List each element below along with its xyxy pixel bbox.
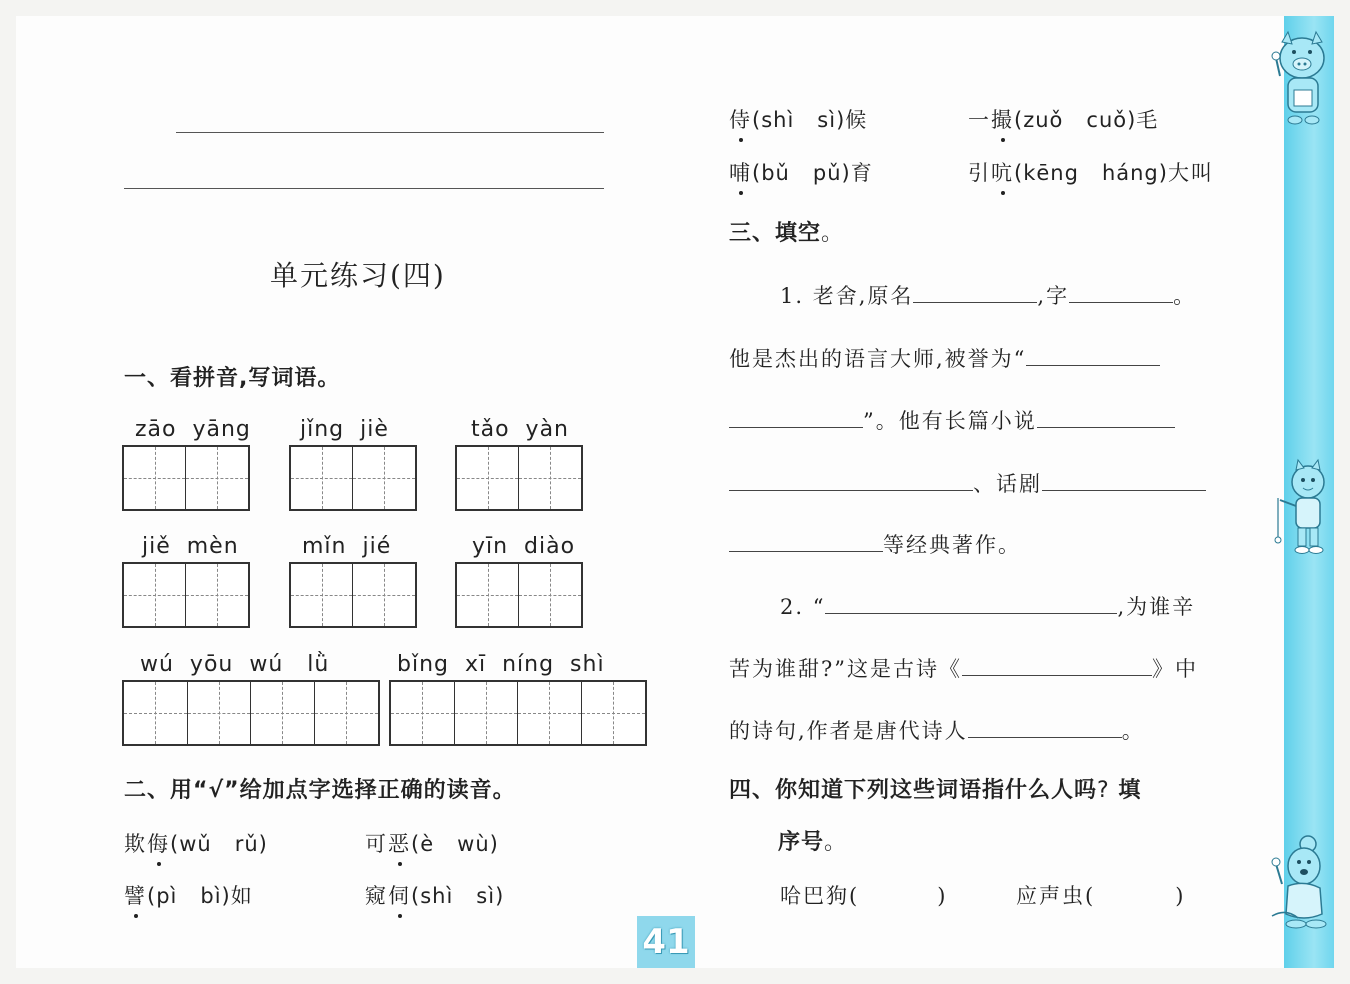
dotted-character: 撮 [991, 104, 1014, 134]
pinyin-label: wú yōu wú lǜ [140, 652, 330, 677]
answer-blank[interactable] [1069, 282, 1173, 303]
dotted-character: 譬 [124, 880, 147, 910]
writing-grid[interactable] [389, 680, 647, 746]
writing-grid[interactable] [122, 680, 380, 746]
header-blank-line-1 [176, 132, 604, 133]
writing-grid[interactable] [455, 445, 583, 511]
fill-line: 、话剧 [729, 468, 1206, 498]
answer-blank[interactable] [729, 407, 863, 428]
pinyin-label: yīn diào [472, 534, 576, 559]
section4-heading-cont: 序号。 [778, 830, 848, 855]
fill-line: 的诗句,作者是唐代诗人 。 [729, 719, 1145, 743]
dotted-character: 哺 [729, 157, 752, 187]
writing-grid[interactable] [122, 445, 250, 511]
page-title: 单元练习(四) [270, 259, 446, 292]
reading-choice-item[interactable]: 可恶(è wù) [365, 828, 499, 858]
pinyin-label: bǐng xī níng shì [397, 652, 605, 677]
dotted-character: 恶 [388, 828, 411, 858]
reading-choice-item[interactable]: 侍(shì sì)候 [729, 104, 868, 134]
reading-choice-item[interactable]: 引吭(kēng háng)大叫 [968, 157, 1214, 187]
pinyin-label: mǐn jié [302, 534, 392, 559]
writing-grid[interactable] [122, 562, 250, 628]
cat-mascot-icon [1272, 458, 1338, 558]
answer-blank[interactable] [1026, 345, 1160, 366]
pig-mascot-icon [1268, 28, 1338, 132]
fill-line: 2. “ ,为谁辛 [780, 595, 1196, 619]
section3-heading: 三、填空。 [729, 221, 845, 246]
fill-line: 等经典著作。 [729, 529, 1021, 559]
page-number: 41 [637, 916, 695, 968]
reading-choice-item[interactable]: 譬(pì bì)如 [124, 880, 254, 910]
answer-blank[interactable] [1042, 470, 1206, 491]
section4-heading: 四、你知道下列这些词语指什么人吗? 填 [729, 778, 1142, 803]
term-item: 哈巴狗( ) [780, 884, 948, 908]
answer-blank[interactable] [825, 593, 1117, 614]
dotted-character: 侍 [729, 104, 752, 134]
reading-choice-item[interactable]: 欺侮(wǔ rǔ) [124, 828, 268, 858]
dotted-character: 侮 [147, 828, 170, 858]
fill-line: 1. 老舍,原名 ,字 。 [780, 284, 1197, 308]
pinyin-label: jiě mèn [142, 534, 239, 559]
dotted-character: 伺 [388, 880, 411, 910]
check-mark-icon: √ [208, 778, 225, 803]
answer-blank[interactable] [1037, 407, 1175, 428]
fill-line: ”。他有长篇小说 [729, 405, 1175, 435]
answer-blank[interactable] [968, 717, 1122, 738]
pinyin-label: jǐng jiè [300, 417, 389, 442]
answer-blank[interactable] [729, 531, 883, 552]
reading-choice-item[interactable]: 哺(bǔ pǔ)育 [729, 157, 874, 187]
answer-blank[interactable] [729, 470, 973, 491]
fill-line: 他是杰出的语言大师,被誉为“ [729, 343, 1160, 373]
dotted-character: 吭 [991, 157, 1014, 187]
reading-choice-item[interactable]: 一撮(zuǒ cuǒ)毛 [968, 104, 1159, 134]
fill-line: 苦为谁甜?”这是古诗《 》中 [729, 657, 1198, 681]
mouse-mascot-icon [1264, 832, 1338, 936]
term-item: 应声虫( ) [1016, 884, 1186, 908]
section1-heading: 一、看拼音,写词语。 [124, 366, 341, 391]
writing-grid[interactable] [289, 562, 417, 628]
pinyin-label: zāo yāng [135, 417, 251, 442]
writing-grid[interactable] [289, 445, 417, 511]
answer-blank[interactable] [913, 282, 1037, 303]
reading-choice-item[interactable]: 窥伺(shì sì) [365, 880, 504, 910]
section2-heading: 二、用“√”给加点字选择正确的读音。 [124, 778, 516, 803]
writing-grid[interactable] [455, 562, 583, 628]
answer-blank[interactable] [962, 655, 1152, 676]
header-blank-line-2 [124, 188, 604, 189]
pinyin-label: tǎo yàn [471, 417, 569, 442]
